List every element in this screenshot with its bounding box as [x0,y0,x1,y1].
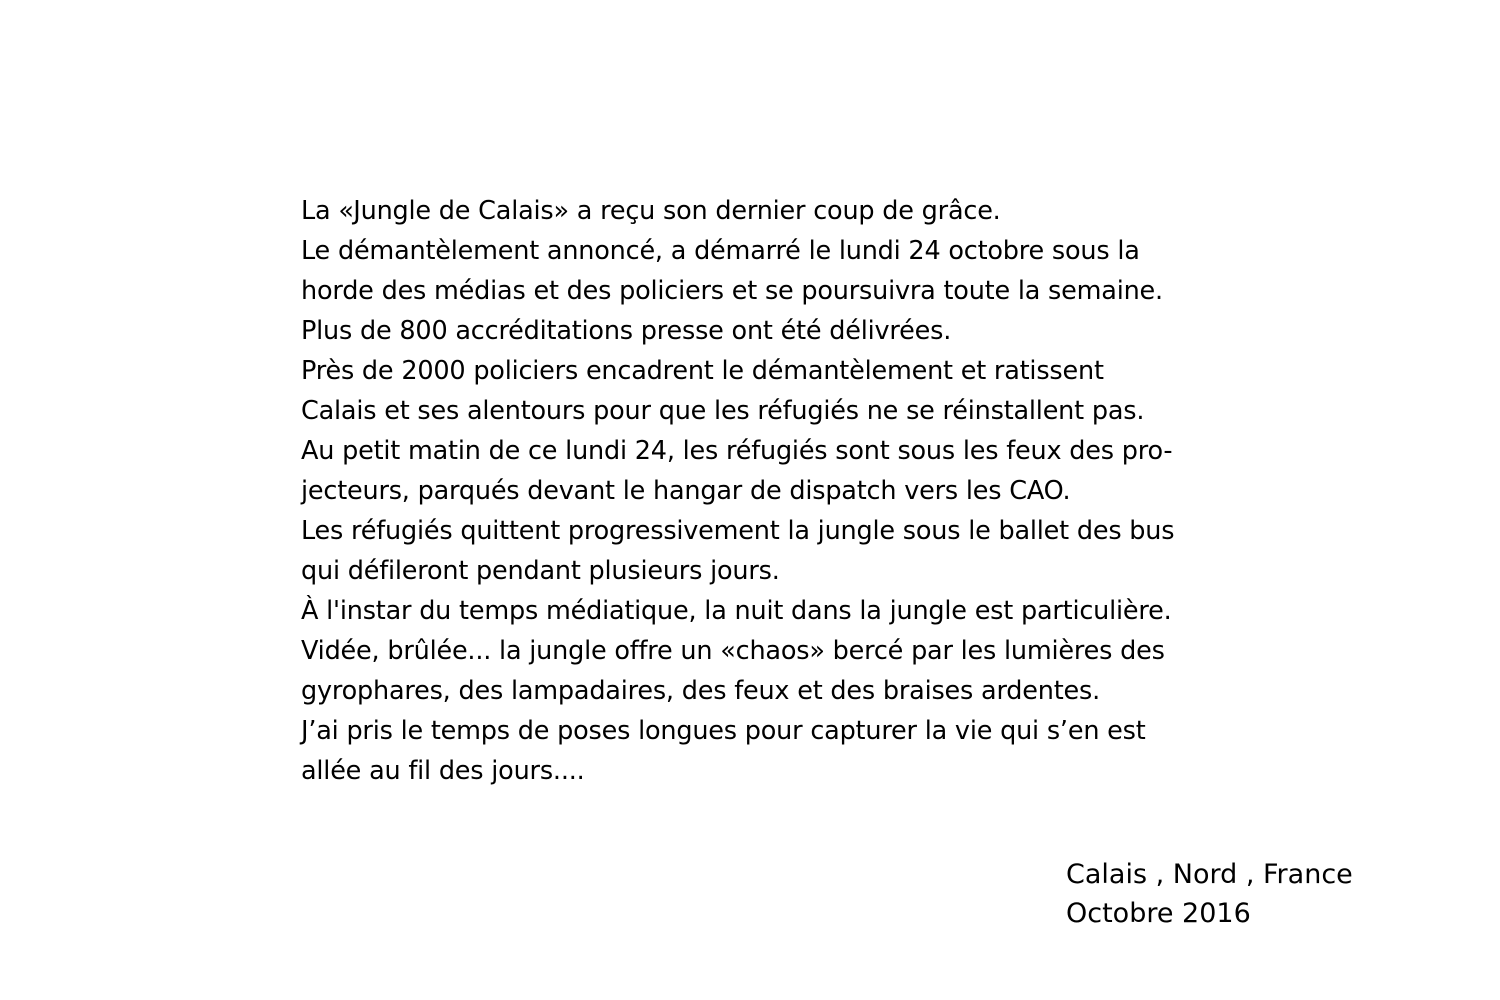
body-line: horde des médias et des policiers et se poursuivra toute la semaine. [301,276,1163,306]
caption-footer [1066,855,1486,933]
body-line: Près de 2000 policiers encadrent le démantèlement et ratissent [301,356,1104,386]
body-text [301,191,1301,791]
body-line: J’ai pris le temps de poses longues pour capturer la vie qui s’en est [301,716,1146,746]
body-line: gyrophares, des lampadaires, des feux et des braises ardentes. [301,676,1100,706]
location-text: Calais , Nord , France [1066,859,1353,890]
date-text: Octobre 2016 [1066,898,1251,929]
body-line: Calais et ses alentours pour que les réfugiés ne se réinstallent pas. [301,396,1145,426]
body-line: Au petit matin de ce lundi 24, les réfugiés sont sous les feux des pro- [301,436,1173,466]
body-line: Plus de 800 accréditations presse ont été délivrées. [301,316,952,346]
body-line: À l'instar du temps médiatique, la nuit dans la jungle est particulière. [301,596,1172,626]
body-line: Le démantèlement annoncé, a démarré le lundi 24 octobre sous la [301,236,1140,266]
body-line: qui défileront pendant plusieurs jours. [301,556,780,586]
body-line: La «Jungle de Calais» a reçu son dernier coup de grâce. [301,196,1001,226]
body-line: jecteurs, parqués devant le hangar de dispatch vers les CAO. [301,476,1071,506]
body-line: allée au fil des jours.... [301,756,585,786]
body-line: Les réfugiés quittent progressivement la jungle sous le ballet des bus [301,516,1175,546]
body-line: Vidée, brûlée... la jungle offre un «chaos» bercé par les lumières des [301,636,1165,666]
